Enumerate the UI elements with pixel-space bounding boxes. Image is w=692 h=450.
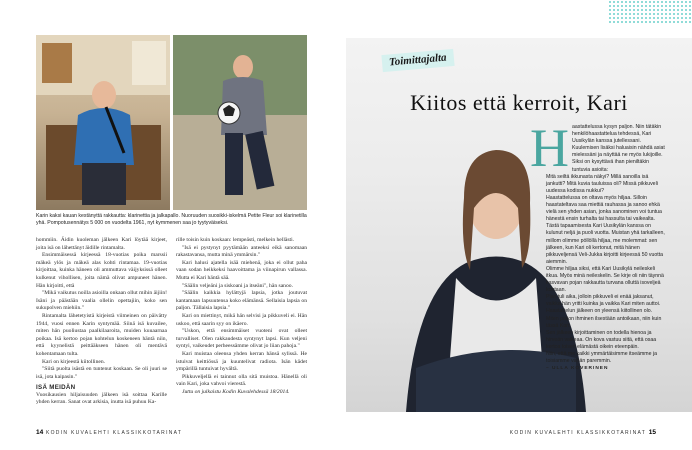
paragraph: Kari on kirjeestä kiitollinen.: [42, 358, 106, 365]
paragraph: Mitä seiltä ikkunasta näkyi? Millä sanoilla isä jankutti? Mitä kuvia tauluissa oli? Missä pikkuveli uudessa kodissa nukkui?: [546, 173, 658, 194]
paragraph: aastattelussa kysyn paljon. Niin tätäkin henkilöhaastattelua tehdessä, Kari Uusikylän kanssa jutellessani. Kuulemisen lisäksi haluaisin nähdä asiat mielessäni ja näyttää ne myös lukijoille. Siksi on kysyttävä ihan pieniltäkin tuntuvia asioita:: [572, 124, 665, 173]
paragraph: "Uskon, että ensimmäiset vuoteni ovat olleet turvalliset. Olen rakkaudesta syntynyt lapsi. Kun veljeni syntyi, vaikeudet perheessämme olivat jo liian pahoja.": [176, 328, 307, 350]
signature: – ULLA KOVERINEN: [546, 366, 609, 372]
paragraph: Niin, että me kaikki ymmärtäisimme itseämme ja toisiamme vähän paremmin.: [546, 351, 657, 365]
paragraph: "Säälin kaikkia hylättyjä lapsia, jotka joutuvat kantamaan lapsuutensa koko elämänsä. Sellaisia lapsia on paljon. Tällaisia lapsia.": [176, 290, 307, 312]
paragraph: Olimme hiljaa siksi, että Kari Uusikylä neileskeli itkua. Myös minä neileskelin. Se kirje oli niin täynnä kasvavan pojan rakkautta turvana olluttä isoveljeä kohtaan.: [546, 265, 664, 294]
paragraph: Ensimmäisessä kirjeessä 18-vuotias poika marssii mäkeä ylös ja mäkeä alas kohti rintamaa. 19-vuotias kirjoittaa, kuinka häneen oli ammuttava väijyksissä olleet kulkenut vihollisen, joita nämä olivat ampuneet hänen. Hän kirjoitti, että: [36, 252, 167, 289]
paragraph: Pikkuveljellä ei tainnut olla sitä muistoa. Hänellä oli vain Kari, joka vahvoi vierestä.: [176, 373, 307, 388]
paragraph: Kari halusi ajatella isää miehenä, joka ei ollut paha vaan sodan heikkeksi haavoittama ja viinapirun vallassa. Mutta ei Kari häntä sää.: [176, 259, 307, 281]
paragraph: Kari on miettinyt, mikä hän selvisi ja pikkuveli ei. Hän uskoo, että saarin syy on ikäero.: [176, 312, 307, 327]
paragraph: Sen jälkeen kirjoittaminen on todella hienoa ja hirveän vaikeaa. On kova vastuu siitä, että osaa kertoa toisen elämästä oikein eteenpäin.: [546, 329, 657, 350]
paragraph: "Mikä vaikutus noilla asioilla onkaan ollut mihin äijiin! Isäni ja päästään vaalia ollelin opettajiin, koko sen sukupolven miehiin.": [36, 290, 167, 312]
paragraph: "Säälin veljeäni ja siskoani ja itseäni", hän sanoo.: [182, 282, 293, 289]
folio-right: [510, 429, 656, 436]
paragraph: rille toisin kuin koskaan: lempeästi, melkein hellästi.: [176, 237, 295, 243]
paragraph: "Siitä puolta isästä en tuntenut koskaan. Se oli juuri se isä, jota kaipasin.": [36, 366, 167, 380]
folio-left: [36, 429, 182, 436]
photo-clarinet-player: [36, 35, 170, 210]
body-column-1: [36, 237, 167, 407]
decorative-dot-pattern: [608, 0, 692, 24]
paragraph: Haastattelun jälkeen on yleensä kiitollinen olo. Miten paljon ihminen ilsestään antoikaan, niin kuin tässä Kari.: [546, 308, 662, 329]
photo-football-player: [173, 35, 307, 210]
right-page: [346, 0, 692, 450]
paragraph: Tästä tapaamisesta Kari Uusikylän kanssa on kulunut neljä ja puoli vuotta. Muistan yhä tarkalleen, millom olimme pöllöllä hiljaa, me molemmat: sen jälkeen, kun Kari oli kertonut, mitä hänen pikkuveljensä Veli-Jukka kirjoitti kirjeessä 50 vuotta aiemmin.: [546, 223, 665, 265]
page-title: Kiitos että kerroit, Kari: [410, 90, 628, 115]
running-foot: KODIN KUVALEHTI KLASSIKKOTARINAT: [45, 430, 183, 436]
paragraph: Plan tuli aika, jolloin pikkuveli ei enää jaksanut, vaikka hän yritti kuinka ja vaikka Kari miten auttoi.: [546, 294, 661, 308]
paragraph: Rintamalta lähetetyistä kirjeistä viimeinen on päivätty 1944, vuosi ennen Karin syntymää. Siinä isä kuvailee, miten hän puoliustaa paalkilaaroita, muiden kuuaarnaa poikaa. Isä kertoo pojan kohtelun koskeneen häntä niin, että kyynelistä peittääkseen hänen oli mentävä kohentamaan tulta.: [36, 312, 167, 357]
paragraph: hommiin. Äidin kuoleman jälkeen Kari löytää kirjeet, joita isä on lähettänyt äidille rintamalta.: [36, 237, 167, 251]
paragraph: "Isä ei pystynyt pyytämään anteeksi eikä sanomaan rakastavansa, mutta minä ymmärsin.": [176, 244, 307, 259]
credit-line: Juttu on julkaistu Kodin Kuvalehdessä 18/2014.: [182, 388, 290, 395]
photo-caption: Karin kaksi kauan kestänyttä rakkautta: klarinettia ja jalkapallo. Nuoruuden suosikki-iskelmä Petite Fleur soi klarinetilla yhä. Pompotusennätys 5 000 on vuodelta 1961, nyt kymmenen saa jo tyytyväiseksi.: [36, 213, 307, 226]
editorial-text: [530, 118, 666, 372]
paragraph: Kari muistaa oleensa yhden kerran hänsä sylissä. He istuivat keittiössä ja kuuntelivat radiota. Isän kädet ympärillä tuntuivat hyvältä.: [176, 350, 307, 373]
subheading: ISÄ MEIDÄN: [36, 384, 76, 392]
page-number: 14: [36, 429, 44, 436]
paragraph: Vuosikausien hiljaisuuden jälkeen isä soittaa Karille yhden kerran. Sanat ovat arkisia, inutta isä puhuu Ka-: [36, 391, 167, 406]
drop-cap: H: [530, 118, 569, 178]
body-column-2: [176, 237, 307, 396]
running-foot: KODIN KUVALEHTI KLASSIKKOTARINAT: [509, 430, 647, 436]
section-label: Toimittajalta: [381, 49, 454, 72]
paragraph: Haastattelussa on oltava myös hiljaa. Silloin haastateltava saa miettiä rauhassa ja sanoo ehkä vielä sen yhden asian, jonka sanominen voi tuntua hänestä ensin turhalta tai hassulta tai vaikealta.: [546, 194, 662, 223]
page-number: 15: [648, 429, 656, 436]
